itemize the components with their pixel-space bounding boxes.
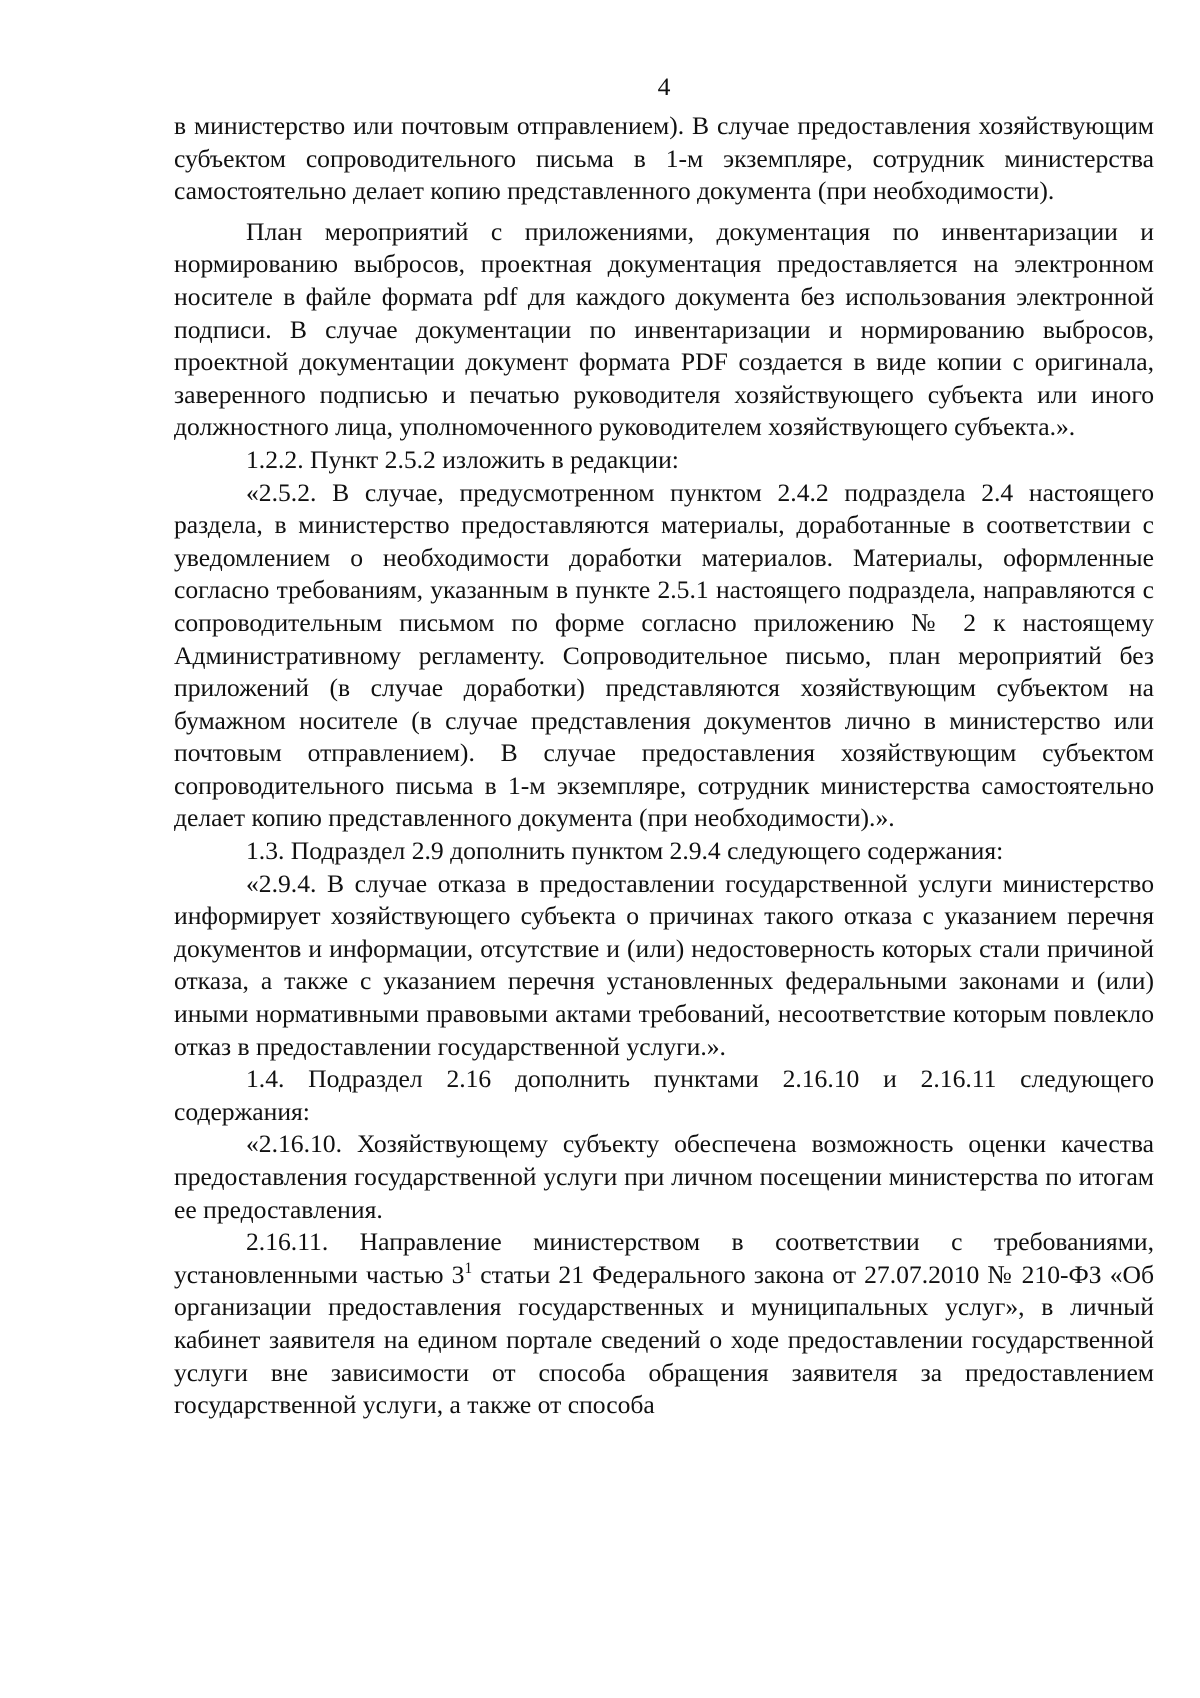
superscript-1: 1 [464,1259,473,1277]
paragraph-1-4: 1.4. Подраздел 2.16 дополнить пунктами 2.16.10 и 2.16.11 следующего содержания: [174,1064,1154,1126]
page-number: 4 [657,72,671,101]
paragraph-plan-meropriyatiy: План мероприятий с приложениями, документация по инвентаризации и нормированию выбросов, проектная документация предоставляется на электронном носителе в файле формата pdf для каждого документа без использования электронной подписи. В случае документации по инвентаризации и нормированию выбросов, проектной документации документ формата PDF создается в виде копии с оригинала, заверенного подписью и печатью руководителя хозяйствующего субъекта или иного должностного лица, уполномоченного руководителем хозяйствующего субъекта.». [174,216,1154,442]
paragraph-continuation: в министерство или почтовым отправлением). В случае предоставления хозяйствующим субъектом сопроводительного письма в 1-м экземпляре, сотрудник министерства самостоятельно делает копию представленного документа (при необходимости). [174,111,1154,206]
document-page [174,70,1154,1422]
paragraph-2-5-2: «2.5.2. В случае, предусмотренном пунктом 2.4.2 подраздела 2.4 настоящего раздела, в министерство предоставляются материалы, доработанные в соответствии с уведомлением о необходимости доработки материалов. Материалы, оформленные согласно требованиям, указанным в пункте 2.5.1 настоящего подраздела, направляются с сопроводительным письмом по форме согласно приложению № 2 к настоящему Административному регламенту. Сопроводительное письмо, план мероприятий без приложений (в случае доработки) представляются хозяйствующим субъектом на бумажном носителе (в случае представления документов лично в министерство или почтовым отправлением). В случае предоставления хозяйствующим субъектом сопроводительного письма в 1-м экземпляре, сотрудник министерства самостоятельно делает копию представленного документа (при необходимости).». [174,477,1154,833]
paragraph-2-16-11 [174,1226,1154,1422]
paragraph-2-16-10: «2.16.10. Хозяйствующему субъекту обеспечена возможность оценки качества предоставления государственной услуги при личном посещении министерства по итогам ее предоставления. [174,1129,1154,1224]
paragraph-1-2-2: 1.2.2. Пункт 2.5.2 изложить в редакции: [246,444,679,474]
paragraph-2-16-11-part1: 2.16.11. Направление министерством в соответствии с требованиями, установленными частью 3 [174,1227,1154,1289]
paragraph-2-9-4: «2.9.4. В случае отказа в предоставлении государственной услуги министерство информирует хозяйствующего субъекта о причинах такого отказа с указанием перечня документов и информации, отсутствие и (или) недостоверность которых стали причиной отказа, а также с указанием перечня установленных федеральными законами и (или) иными нормативными правовыми актами требований, несоответствие которым повлекло отказ в предоставлении государственной услуги.». [174,868,1154,1061]
paragraph-1-3: 1.3. Подраздел 2.9 дополнить пунктом 2.9.4 следующего содержания: [246,836,1004,866]
paragraph-2-16-11-part2: статьи 21 Федерального закона от 27.07.2010 № 210-ФЗ «Об организации предоставления государственных и муниципальных услуг», в личный кабинет заявителя на едином портале сведений о ходе предоставлении государственной услуги вне зависимости от способа обращения заявителя за предоставлением государственной услуги, а также от способа [174,1259,1154,1420]
